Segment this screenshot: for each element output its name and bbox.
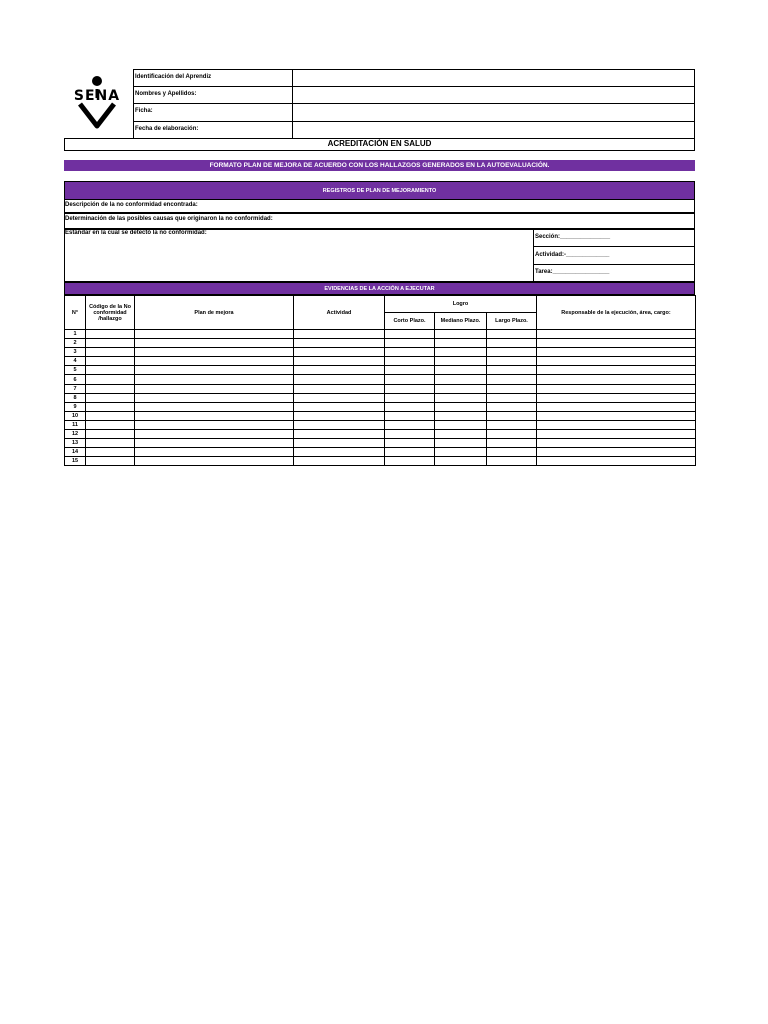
table-cell[interactable]: [385, 339, 435, 348]
table-cell[interactable]: [294, 420, 385, 429]
table-cell[interactable]: [294, 339, 385, 348]
table-cell[interactable]: [86, 448, 135, 457]
row-number: 7: [65, 384, 86, 393]
table-cell[interactable]: [135, 384, 294, 393]
header-mediano: Mediano Plazo.: [435, 313, 487, 330]
table-cell[interactable]: [537, 402, 696, 411]
table-cell[interactable]: [435, 420, 487, 429]
table-cell[interactable]: [86, 366, 135, 375]
table-cell[interactable]: [135, 357, 294, 366]
sena-logo-text: SENA: [73, 88, 121, 104]
table-cell[interactable]: [86, 420, 135, 429]
table-cell[interactable]: [135, 420, 294, 429]
table-cell[interactable]: [487, 330, 537, 339]
table-row: [65, 457, 696, 466]
table-cell[interactable]: [86, 348, 135, 357]
table-cell[interactable]: [294, 348, 385, 357]
table-cell[interactable]: [86, 375, 135, 384]
header-responsable: Responsable de la ejecución, área, cargo:: [537, 296, 696, 330]
table-cell[interactable]: [435, 375, 487, 384]
table-cell[interactable]: [537, 411, 696, 420]
table-row: [65, 448, 696, 457]
table-cell[interactable]: [435, 339, 487, 348]
table-row: [65, 330, 696, 339]
table-cell[interactable]: [487, 384, 537, 393]
table-cell[interactable]: [487, 402, 537, 411]
determinacion-label: Determinación de las posibles causas que originaron la no conformidad:: [65, 216, 273, 222]
table-cell[interactable]: [487, 375, 537, 384]
table-cell[interactable]: [135, 430, 294, 439]
table-cell[interactable]: [135, 411, 294, 420]
table-cell[interactable]: [385, 411, 435, 420]
tarea-label: Tarea:_________________: [535, 269, 610, 275]
table-cell[interactable]: [487, 420, 537, 429]
row-number: 8: [65, 393, 86, 402]
field-label-nombres: Nombres y Apellidos:: [135, 91, 197, 97]
table-cell[interactable]: [294, 402, 385, 411]
table-cell[interactable]: [487, 366, 537, 375]
table-row: [65, 411, 696, 420]
table-cell[interactable]: [537, 439, 696, 448]
header-actividad: Actividad: [294, 296, 385, 330]
table-cell[interactable]: [294, 393, 385, 402]
table-cell[interactable]: [135, 330, 294, 339]
table-row: [65, 357, 696, 366]
table-cell[interactable]: [294, 430, 385, 439]
table-cell[interactable]: [135, 448, 294, 457]
table-row: [65, 393, 696, 402]
table-cell[interactable]: [487, 339, 537, 348]
table-cell[interactable]: [537, 348, 696, 357]
table-cell[interactable]: [537, 384, 696, 393]
header-logro: Logro: [385, 296, 537, 313]
table-cell[interactable]: [135, 402, 294, 411]
table-cell[interactable]: [537, 448, 696, 457]
row-number: 12: [65, 430, 86, 439]
table-cell[interactable]: [487, 393, 537, 402]
table-cell[interactable]: [435, 384, 487, 393]
field-label-ficha: Ficha:: [135, 108, 153, 114]
table-cell[interactable]: [537, 457, 696, 466]
table-cell[interactable]: [135, 366, 294, 375]
table-cell[interactable]: [487, 457, 537, 466]
field-ficha-input[interactable]: [294, 104, 694, 121]
table-cell[interactable]: [435, 402, 487, 411]
row-number: 6: [65, 375, 86, 384]
table-cell[interactable]: [487, 357, 537, 366]
row-number: 2: [65, 339, 86, 348]
seccion-label: Sección:_______________: [535, 234, 611, 240]
row-number: 9: [65, 402, 86, 411]
table-cell[interactable]: [385, 384, 435, 393]
table-cell[interactable]: [86, 430, 135, 439]
header-largo: Largo Plazo.: [487, 313, 537, 330]
table-cell[interactable]: [86, 411, 135, 420]
action-table: [64, 295, 696, 466]
table-cell[interactable]: [294, 457, 385, 466]
table-cell[interactable]: [135, 439, 294, 448]
table-cell[interactable]: [385, 393, 435, 402]
table-cell[interactable]: [537, 330, 696, 339]
table-cell[interactable]: [135, 393, 294, 402]
field-nombres-input[interactable]: [294, 87, 694, 103]
table-row: [65, 420, 696, 429]
table-cell[interactable]: [135, 348, 294, 357]
table-row: [65, 366, 696, 375]
table-cell[interactable]: [435, 357, 487, 366]
table-cell[interactable]: [435, 457, 487, 466]
header-codigo: Código de la No conformidad /hallazgo: [86, 296, 135, 330]
table-cell[interactable]: [294, 411, 385, 420]
row-number: 1: [65, 330, 86, 339]
table-cell[interactable]: [385, 366, 435, 375]
table-cell[interactable]: [435, 411, 487, 420]
table-cell[interactable]: [385, 330, 435, 339]
table-cell[interactable]: [294, 384, 385, 393]
estandar-label: Estándar en la cual se detectó la no conformidad:: [65, 230, 207, 236]
table-cell[interactable]: [435, 430, 487, 439]
table-row: [65, 402, 696, 411]
row-number: 4: [65, 357, 86, 366]
header-corto: Corto Plazo.: [385, 313, 435, 330]
table-cell[interactable]: [294, 330, 385, 339]
table-cell[interactable]: [86, 384, 135, 393]
table-cell[interactable]: [487, 448, 537, 457]
evidencias-banner: EVIDENCIAS DE LA ACCIÓN A EJECUTAR: [64, 282, 695, 295]
table-cell[interactable]: [86, 439, 135, 448]
header-plan: Plan de mejora: [135, 296, 294, 330]
row-number: 11: [65, 420, 86, 429]
descripcion-label: Descripción de la no conformidad encontrada:: [65, 202, 198, 208]
format-banner: FORMATO PLAN DE MEJORA DE ACUERDO CON LOS HALLAZGOS GENERADOS EN LA AUTOEVALUACIÓN.: [64, 160, 695, 171]
table-cell[interactable]: [385, 348, 435, 357]
table-row: [65, 430, 696, 439]
table-cell[interactable]: [385, 375, 435, 384]
table-cell[interactable]: [294, 439, 385, 448]
table-cell[interactable]: [385, 439, 435, 448]
table-cell[interactable]: [385, 420, 435, 429]
table-cell[interactable]: [537, 393, 696, 402]
sena-logo-icon: [66, 72, 128, 136]
row-number: 13: [65, 439, 86, 448]
table-cell[interactable]: [435, 348, 487, 357]
table-cell[interactable]: [537, 366, 696, 375]
table-cell[interactable]: [86, 393, 135, 402]
table-cell[interactable]: [135, 339, 294, 348]
row-number: 15: [65, 457, 86, 466]
table-cell[interactable]: [385, 457, 435, 466]
table-cell[interactable]: [435, 393, 487, 402]
table-row: [65, 384, 696, 393]
sena-logo: [66, 72, 128, 136]
table-cell[interactable]: [537, 420, 696, 429]
table-cell[interactable]: [86, 339, 135, 348]
table-cell[interactable]: [435, 448, 487, 457]
field-label-identificacion: Identificación del Aprendiz: [135, 74, 212, 80]
table-cell[interactable]: [537, 430, 696, 439]
table-cell[interactable]: [294, 375, 385, 384]
table-cell[interactable]: [487, 348, 537, 357]
table-cell[interactable]: [86, 357, 135, 366]
field-identificacion-input[interactable]: [294, 70, 694, 86]
table-cell[interactable]: [135, 457, 294, 466]
registros-banner: REGISTROS DE PLAN DE MEJORAMIENTO: [64, 181, 695, 200]
table-row: [65, 375, 696, 384]
row-number: 10: [65, 411, 86, 420]
table-row: [65, 348, 696, 357]
row-number: 3: [65, 348, 86, 357]
table-cell[interactable]: [435, 366, 487, 375]
table-cell[interactable]: [537, 357, 696, 366]
table-cell[interactable]: [294, 357, 385, 366]
row-number: 14: [65, 448, 86, 457]
table-cell[interactable]: [86, 402, 135, 411]
table-cell[interactable]: [385, 448, 435, 457]
table-cell[interactable]: [435, 439, 487, 448]
row-number: 5: [65, 366, 86, 375]
table-cell[interactable]: [385, 402, 435, 411]
table-row: [65, 439, 696, 448]
table-cell[interactable]: [385, 357, 435, 366]
table-cell[interactable]: [385, 430, 435, 439]
table-cell[interactable]: [537, 339, 696, 348]
table-cell[interactable]: [86, 457, 135, 466]
header-num: N°: [65, 296, 86, 330]
table-cell[interactable]: [487, 430, 537, 439]
field-fecha-input[interactable]: [294, 122, 694, 138]
table-cell[interactable]: [86, 330, 135, 339]
page-title: ACREDITACIÓN EN SALUD: [327, 139, 432, 148]
table-cell[interactable]: [294, 366, 385, 375]
table-cell[interactable]: [487, 411, 537, 420]
table-row: [65, 339, 696, 348]
table-cell[interactable]: [537, 375, 696, 384]
table-cell[interactable]: [435, 330, 487, 339]
table-cell[interactable]: [294, 448, 385, 457]
field-label-fecha: Fecha de elaboración:: [135, 126, 199, 132]
actividad-label: Actividad:-_____________: [535, 252, 610, 258]
table-cell[interactable]: [135, 375, 294, 384]
table-cell[interactable]: [487, 439, 537, 448]
